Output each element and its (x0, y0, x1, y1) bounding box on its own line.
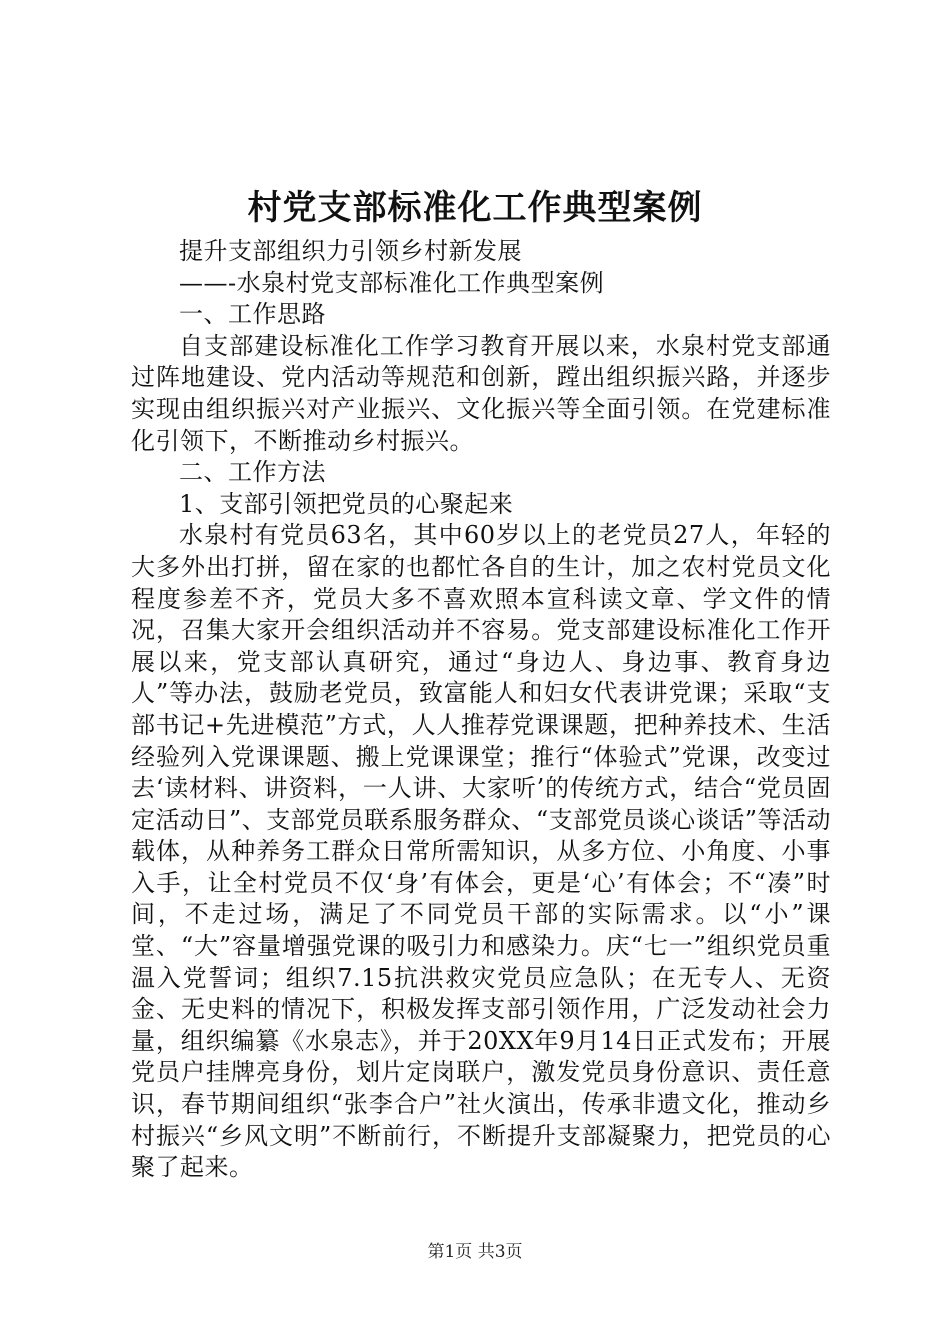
subsection-heading-1: 1、支部引领把党员的心聚起来 (179, 489, 514, 518)
section-heading-approach: 一、工作思路 (179, 300, 326, 329)
document-body (131, 236, 831, 1184)
paragraph-approach: 自支部建设标准化工作学习教育开展以来，水泉村党支部通过阵地建设、党内活动等规范和创新，蹚出组织振兴路，并逐步实现由组织振兴对产业振兴、文化振兴等全面引领。在党建标准化引领下，不断推动乡村振兴。 (131, 331, 831, 455)
document-title: 村党支部标准化工作典型案例 (247, 188, 703, 228)
subtitle-case-name: ——-水泉村党支部标准化工作典型案例 (179, 268, 605, 297)
section-heading-methods: 二、工作方法 (179, 458, 326, 487)
subtitle-heading: 提升支部组织力引领乡村新发展 (179, 237, 522, 265)
page-number-footer: 第1页 共3页 (427, 1242, 523, 1262)
paragraph-methods-detail: 水泉村有党员63名，其中60岁以上的老党员27人，年轻的大多外出打拼，留在家的也都忙各自的生计，加之农村党员文化程度参差不齐，党员大多不喜欢照本宣科读文章、学文件的情况，召集大家开会组织活动并不容易。党支部建设标准化工作开展以来，党支部认真研究，通过“身边人、身边事、教育身边人”等办法，鼓励老党员，致富能人和妇女代表讲党课；采取“支部书记+先进模范”方式，人人推荐党课课题，把种养技术、生活经验列入党课课题、搬上党课课堂；推行“体验式”党课，改变过去‘读材料、讲资料，一人讲、大家听’的传统方式，结合“党员固定活动日”、支部党员联系服务群众、“支部党员谈心谈话”等活动载体，从种养务工群众日常所需知识，从多方位、小角度、小事入手，让全村党员不仅‘身’有体会，更是‘心’有体会；不“凑”时间，不走过场，满足了不同党员干部的实际需求。以“小”课堂、“大”容量增强党课的吸引力和感染力。庆“七一”组织党员重温入党誓词；组织7.15抗洪救灾党员应急队；在无专人、无资金、无史料的情况下，积极发挥支部引领作用，广泛发动社会力量，组织编纂《水泉志》，并于20XX年9月14日正式发布；开展党员户挂牌亮身份，划片定岗联户，激发党员身份意识、责任意识，春节期间组织“张李合户”社火演出，传承非遗文化，推动乡村振兴“乡风文明”不断前行，不断提升支部凝聚力，把党员的心聚了起来。 (131, 521, 831, 1182)
